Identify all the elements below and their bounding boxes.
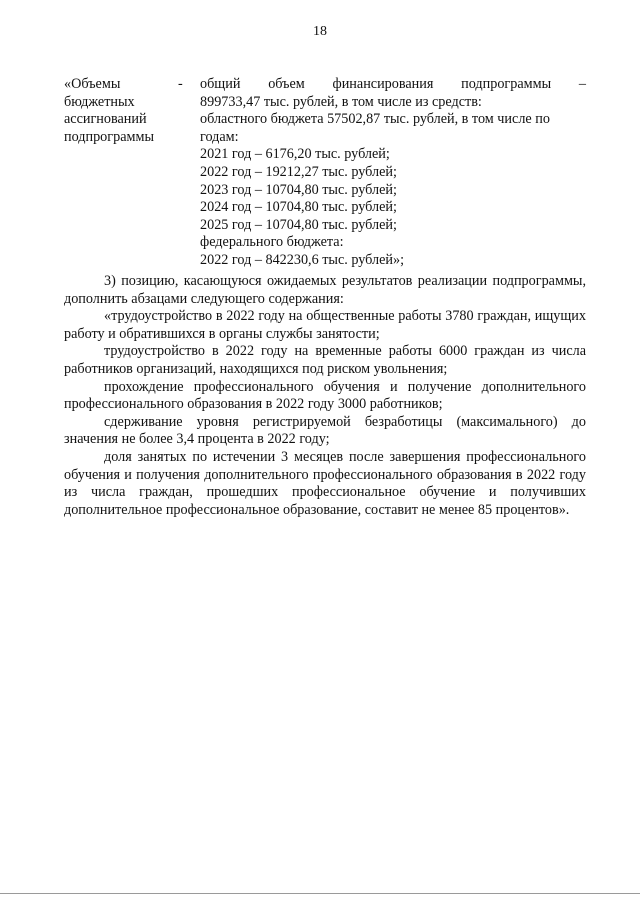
paragraph: сдерживание уровня регистрируемой безработицы (максимального) до значения не более 3,4 процента в 2022 году;: [64, 413, 586, 448]
footer-rule: [0, 893, 640, 894]
page-number: 18: [313, 24, 327, 39]
budget-line: 2024 год – 10704,80 тыс. рублей;: [200, 199, 397, 216]
budget-label-line: бюджетных: [64, 93, 135, 110]
paragraph: «трудоустройство в 2022 году на общественные работы 3780 граждан, ищущих работу и обратившихся в органы службы занятости;: [64, 308, 586, 342]
document-body: [64, 273, 586, 519]
budget-label: [64, 76, 174, 146]
budget-line: 2023 год – 10704,80 тыс. рублей;: [200, 181, 397, 198]
budget-line: общий объем финансирования подпрограммы –: [200, 76, 586, 92]
budget-line: 2022 год – 19212,27 тыс. рублей;: [200, 163, 397, 180]
budget-label-line: «Объемы: [64, 76, 121, 92]
budget-content: [200, 76, 586, 270]
budget-line: годам:: [200, 128, 239, 145]
budget-line: 2021 год – 6176,20 тыс. рублей;: [200, 146, 390, 163]
budget-line: областного бюджета 57502,87 тыс. рублей, в том числе по: [200, 111, 550, 128]
budget-line: 899733,47 тыс. рублей, в том числе из средств:: [200, 93, 482, 110]
budget-line: 2025 год – 10704,80 тыс. рублей;: [200, 216, 397, 233]
budget-dash: -: [178, 76, 183, 92]
budget-line: 2022 год – 842230,6 тыс. рублей»;: [200, 251, 405, 268]
budget-label-line: подпрограммы: [64, 128, 154, 145]
paragraph: 3) позицию, касающуюся ожидаемых результатов реализации подпрограммы, дополнить абзацами следующего содержания:: [64, 273, 586, 307]
paragraph: трудоустройство в 2022 году на временные работы 6000 граждан из числа работников организаций, находящихся под риском увольнения;: [64, 343, 586, 377]
budget-label-line: ассигнований: [64, 111, 147, 128]
budget-line: федерального бюджета:: [200, 234, 344, 251]
paragraph: доля занятых по истечении 3 месяцев после завершения профессионального обучения и получения дополнительного профессионального образования в 2022 году из числа граждан, прошедших профессиональное обучение и получивших дополнительное профессиональное образование, составит не менее 85 процентов».: [64, 448, 586, 518]
paragraph: прохождение профессионального обучения и получение дополнительного профессионального образования в 2022 году 3000 работников;: [64, 378, 586, 413]
